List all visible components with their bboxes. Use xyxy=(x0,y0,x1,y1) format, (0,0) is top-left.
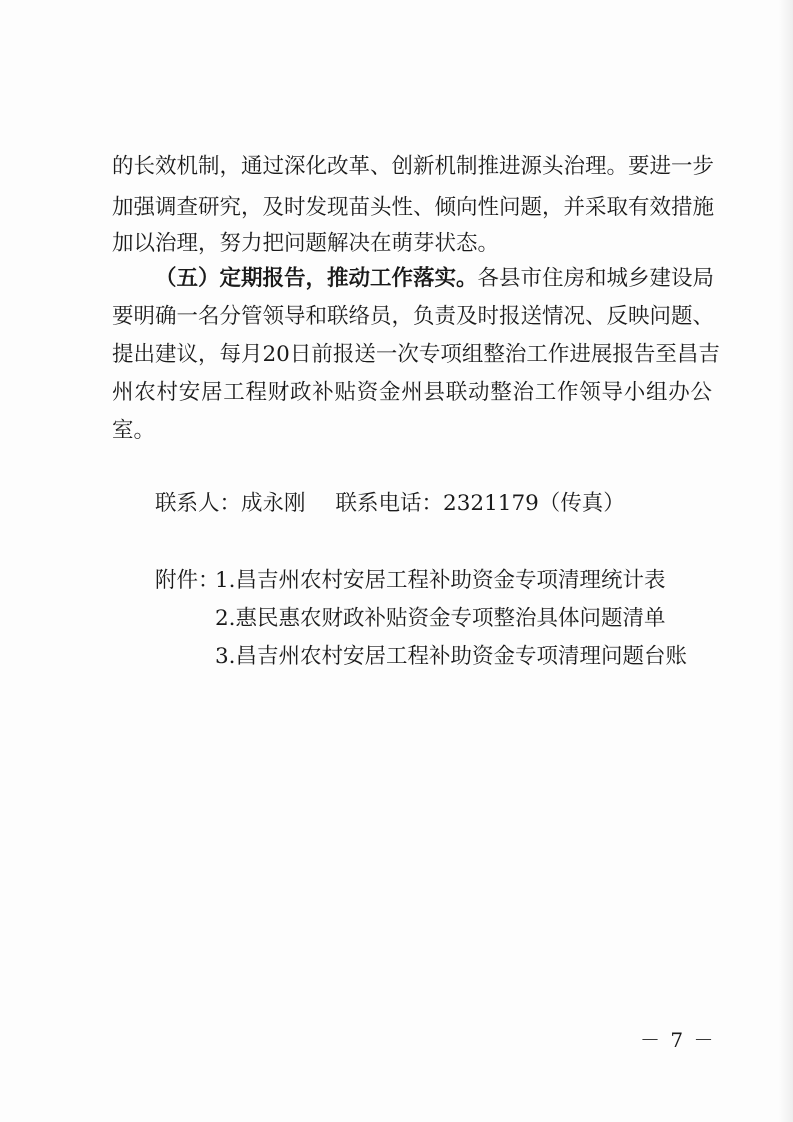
page-number: － 7 － xyxy=(640,1028,716,1052)
section-heading: （五）定期报告，推动工作落实。 xyxy=(155,266,478,291)
body-line: 加以治理，努力把问题解决在萌芽状态。 xyxy=(112,231,500,256)
contact-phone-label: 联系电话： xyxy=(335,491,444,516)
contact-line xyxy=(155,485,625,523)
attachment-item: 3.昌吉州农村安居工程补助资金专项清理问题台账 xyxy=(215,644,688,669)
body-line: 的长效机制，通过深化改革、创新机制推进源头治理。要进一步 xyxy=(112,154,715,179)
attachments-label: 附件： xyxy=(155,568,220,593)
section-heading-line xyxy=(155,260,715,298)
contact-person-label: 联系人： xyxy=(155,491,242,516)
attachment-item: 2.惠民惠农财政补贴资金专项整治具体问题清单 xyxy=(215,606,666,631)
body-line: 室。 xyxy=(112,418,156,443)
section-heading-rest: 各县市住房和城乡建设局 xyxy=(477,266,715,291)
body-line: 提出建议，每月20日前报送一次专项组整治工作进展报告至昌吉 xyxy=(112,342,720,367)
scan-edge-shadow xyxy=(779,0,793,1122)
body-line: 州农村安居工程财政补贴资金州县联动整治工作领导小组办公 xyxy=(112,380,712,405)
contact-person-name: 成永刚 xyxy=(241,491,306,516)
contact-phone-value: 2321179（传真） xyxy=(443,491,625,516)
body-line: 要明确一名分管领导和联络员，负责及时报送情况、反映问题、 xyxy=(112,304,715,329)
body-line: 加强调查研究，及时发现苗头性、倾向性问题，并采取有效措施 xyxy=(112,195,715,220)
attachment-item: 1.昌吉州农村安居工程补助资金专项清理统计表 xyxy=(215,568,666,593)
